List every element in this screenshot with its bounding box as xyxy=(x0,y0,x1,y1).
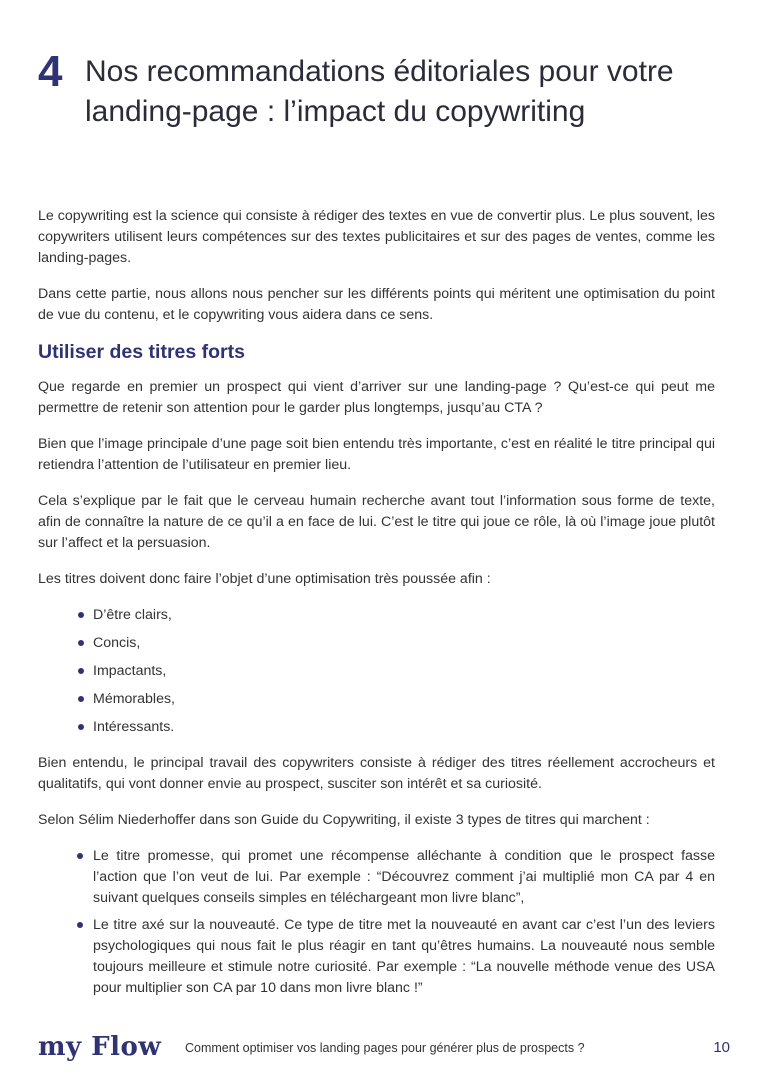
intro-paragraph: Le copywriting est la science qui consiste à rédiger des textes en vue de convertir plus. Le plus souvent, les copywriters utilisent leurs compétences sur des textes publicitaires et sur des pages de ventes, comme les landing-pages. xyxy=(38,208,715,266)
chapter-number: 4 xyxy=(38,47,63,96)
body-paragraph: Selon Sélim Niederhoffer dans son Guide du Copywriting, il existe 3 types de titres qui marchent : xyxy=(38,812,650,828)
chapter-title: Nos recommandations éditoriales pour votre landing-page : l’impact du copywriting xyxy=(85,55,674,128)
list-item: D’être clairs, xyxy=(77,605,715,626)
list-item: Le titre axé sur la nouveauté. Ce type de titre met la nouveauté en avant car c’est l’un des leviers psychologiques qui nous fait le plus réagir en tant qu’êtres humains. La nouveauté nous semble toujours meilleure et stimule notre curiosité. Par exemple : “La nouvelle méthode venue des USA pour multiplier son CA par 10 dans mon livre blanc !” xyxy=(76,915,715,999)
myflow-logo: my Flow xyxy=(38,1032,162,1062)
list-item: Intéressants. xyxy=(77,717,715,738)
footer-title: Comment optimiser vos landing pages pour générer plus de prospects ? xyxy=(185,1041,585,1055)
title-types-list xyxy=(38,846,715,999)
qualities-list xyxy=(38,605,715,738)
body-paragraph: Que regarde en premier un prospect qui vient d’arriver sur une landing-page ? Qu’est-ce qui peut me permettre de retenir son attention pour le garder plus longtemps, jusqu’au CTA ? xyxy=(38,379,715,416)
page-number: 10 xyxy=(713,1039,730,1056)
section-heading: Utiliser des titres forts xyxy=(38,341,245,363)
list-item: Le titre promesse, qui promet une récompense alléchante à condition que le prospect fasse l’action que l’on veut de lui. Par exemple : “Découvrez comment j’ai multiplié mon CA par 4 en suivant quelques conseils simples en téléchargeant mon livre blanc”, xyxy=(76,846,715,909)
body-paragraph: Cela s’explique par le fait que le cerveau humain recherche avant tout l’information sous forme de texte, afin de connaître la nature de ce qu’il a en face de lui. C’est le titre qui joue ce rôle, là où l’image joue plutôt sur l’affect et la persuasion. xyxy=(38,493,715,551)
body-paragraph: Bien que l’image principale d’une page soit bien entendu très importante, c’est en réalité le titre principal qui retiendra l’attention de l’utilisateur en premier lieu. xyxy=(38,436,715,473)
list-item: Concis, xyxy=(77,633,715,654)
main-content xyxy=(38,206,715,1005)
list-item: Impactants, xyxy=(77,661,715,682)
body-paragraph: Bien entendu, le principal travail des copywriters consiste à rédiger des titres réellement accrocheurs et qualitatifs, qui vont donner envie au prospect, susciter son intérêt et sa curiosité. xyxy=(38,755,715,792)
list-item: Mémorables, xyxy=(77,689,715,710)
page-footer xyxy=(38,1030,730,1066)
body-paragraph: Les titres doivent donc faire l’objet d’une optimisation très poussée afin : xyxy=(38,571,491,587)
intro-paragraph: Dans cette partie, nous allons nous pencher sur les différents points qui méritent une optimisation du point de vue du contenu, et le copywriting vous aidera dans ce sens. xyxy=(38,286,715,323)
